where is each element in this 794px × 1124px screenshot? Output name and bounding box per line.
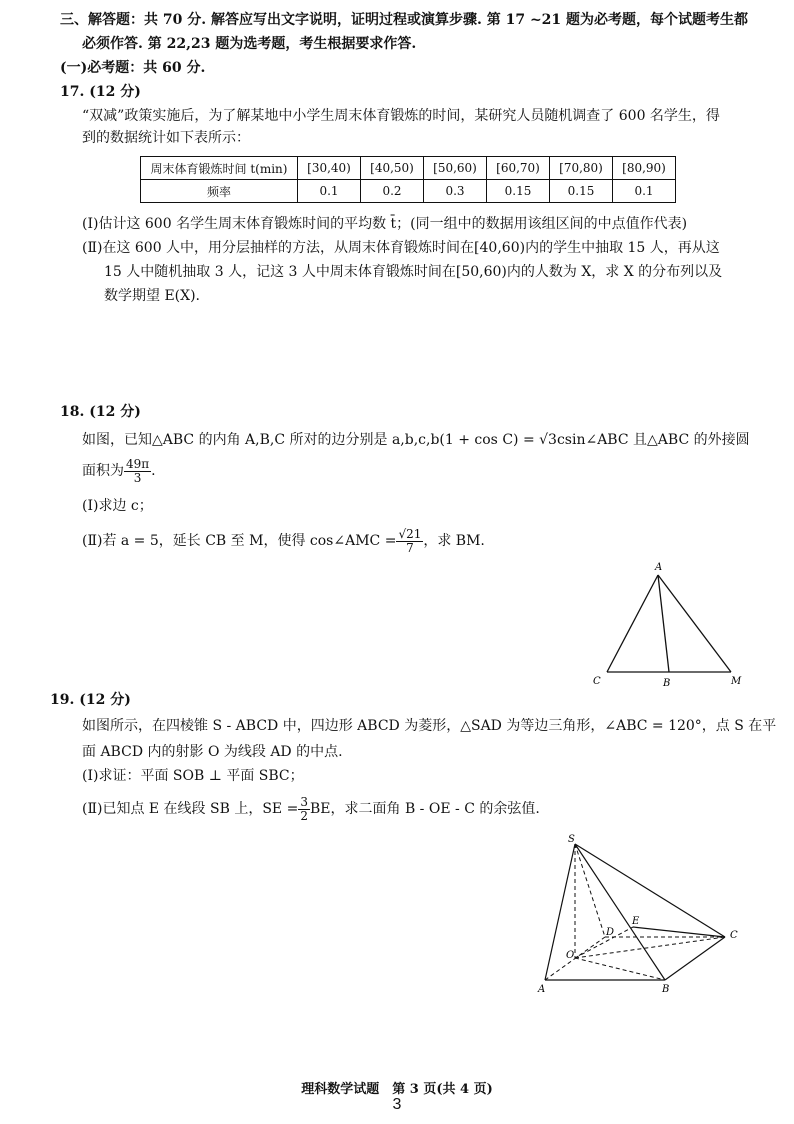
table-frequency: 0.2: [361, 180, 424, 203]
edge-bc: [665, 937, 725, 980]
label-s: S: [568, 834, 575, 845]
segment-ab: [658, 575, 669, 672]
q19-number: 19. (12 分): [50, 692, 131, 708]
fraction-denominator: 2: [300, 808, 308, 823]
table-interval: [80,90): [613, 157, 676, 180]
table-frequency: 0.1: [298, 180, 361, 203]
q19-intro-1: 如图所示，在四棱锥 S - ABCD 中，四边形 ABCD 为菱形，△SAD 为等边三角形，∠ABC = 120°，点 S 在平: [82, 718, 777, 734]
label-e: E: [632, 916, 640, 927]
q17-number: 17. (12 分): [60, 84, 141, 100]
segment-oc: [575, 937, 725, 958]
table-row: [141, 157, 676, 180]
subsection-heading: (一)必考题：共 60 分.: [60, 60, 206, 76]
q19-part-2-prefix: (Ⅱ)已知点 E 在线段 SB 上，SE =: [82, 801, 299, 817]
table-interval: [30,40): [298, 157, 361, 180]
label-d: D: [606, 927, 615, 938]
q18-part-2-suffix: ，求 BM.: [423, 533, 485, 549]
table-interval: [60,70): [487, 157, 550, 180]
q17-part-2a: (Ⅱ)在这 600 人中，用分层抽样的方法，从周末体育锻炼时间在[40,60)内的学生中抽取 15 人，再从这: [82, 240, 720, 256]
label-b: B: [663, 678, 671, 689]
q17-intro-2: 到的数据统计如下表所示：: [82, 130, 250, 146]
q19-part-2-suffix: BE，求二面角 B - OE - C 的余弦值.: [309, 801, 540, 817]
table-header-frequency: 频率: [141, 180, 298, 203]
q19-part-1: (Ⅰ)求证：平面 SOB ⊥ 平面 SBC；: [82, 768, 304, 784]
label-o: O: [566, 950, 575, 961]
page-footer-title: 理科数学试题 第 3 页(共 4 页): [301, 1082, 493, 1097]
frequency-table: [140, 156, 676, 203]
fraction: [124, 458, 151, 485]
edge-sd: [575, 844, 605, 937]
segment-am: [658, 575, 731, 672]
q18-part-1: (Ⅰ)求边 c；: [82, 498, 153, 514]
table-frequency: 0.15: [487, 180, 550, 203]
q17-part-2c: 数学期望 E(X).: [104, 288, 201, 304]
edge-sc: [575, 844, 725, 937]
label-m: M: [731, 676, 742, 687]
section-instructions: 必须作答. 第 22,23 题为选考题，考生根据要求作答.: [82, 36, 417, 52]
q17-intro-1: “双减”政策实施后，为了解某地中小学生周末体育锻炼的时间，某研究人员随机调查了 600 名学生，得: [82, 108, 720, 124]
q18-number: 18. (12 分): [60, 404, 141, 420]
table-interval: [50,60): [424, 157, 487, 180]
label-c: C: [730, 930, 738, 941]
table-frequency: 0.3: [424, 180, 487, 203]
q19-part-2: [82, 794, 540, 824]
q18-area-suffix: .: [151, 463, 156, 479]
q18-area: [82, 456, 156, 486]
label-b: B: [662, 984, 670, 995]
q18-area-prefix: 面积为: [82, 463, 124, 479]
fraction-numerator: 3: [300, 794, 308, 809]
fraction-denominator: 3: [133, 470, 142, 485]
section-heading: 三、解答题：共 70 分. 解答应写出文字说明，证明过程或演算步骤. 第 17 ~21 题为必考题，每个试题考生都: [60, 12, 749, 28]
q17-part-2b: 15 人中随机抽取 3 人，记这 3 人中周末体育锻炼时间在[50,60)内的人数为 X，求 X 的分布列以及: [104, 264, 723, 280]
fraction-denominator: 7: [406, 540, 414, 555]
table-frequency: 0.15: [550, 180, 613, 203]
label-a: A: [538, 984, 546, 995]
fraction: [298, 796, 310, 823]
fraction-numerator: √21: [398, 526, 422, 541]
q18-intro-1: 如图，已知△ABC 的内角 A,B,C 所对的边分别是 a,b,c,b(1 + cos C) = √3csin∠ABC 且△ABC 的外接圆: [82, 432, 750, 448]
segment-oe: [575, 927, 633, 958]
table-frequency: 0.1: [613, 180, 676, 203]
table-header-time: 周末体育锻炼时间 t(min): [141, 157, 298, 180]
pyramid-figure: [530, 830, 750, 1000]
fraction-numerator: 49π: [126, 456, 150, 471]
q17-part-1: (Ⅰ)估计这 600 名学生周末体育锻炼时间的平均数 t̄；(同一组中的数据用该组区间的中点值作代表): [82, 216, 688, 232]
page-number: 3: [392, 1096, 402, 1113]
segment-ob: [575, 958, 665, 980]
label-c: C: [593, 676, 601, 687]
table-interval: [70,80): [550, 157, 613, 180]
fraction: [396, 528, 423, 555]
table-interval: [40,50): [361, 157, 424, 180]
label-a: A: [655, 562, 663, 573]
segment-ac: [607, 575, 658, 672]
triangle-figure: [585, 562, 745, 692]
q18-part-2: [82, 526, 485, 556]
table-row: [141, 180, 676, 203]
edge-sb: [575, 844, 665, 980]
q18-part-2-prefix: (Ⅱ)若 a = 5，延长 CB 至 M，使得 cos∠AMC =: [82, 533, 397, 549]
q19-intro-2: 面 ABCD 内的射影 O 为线段 AD 的中点.: [82, 744, 343, 760]
